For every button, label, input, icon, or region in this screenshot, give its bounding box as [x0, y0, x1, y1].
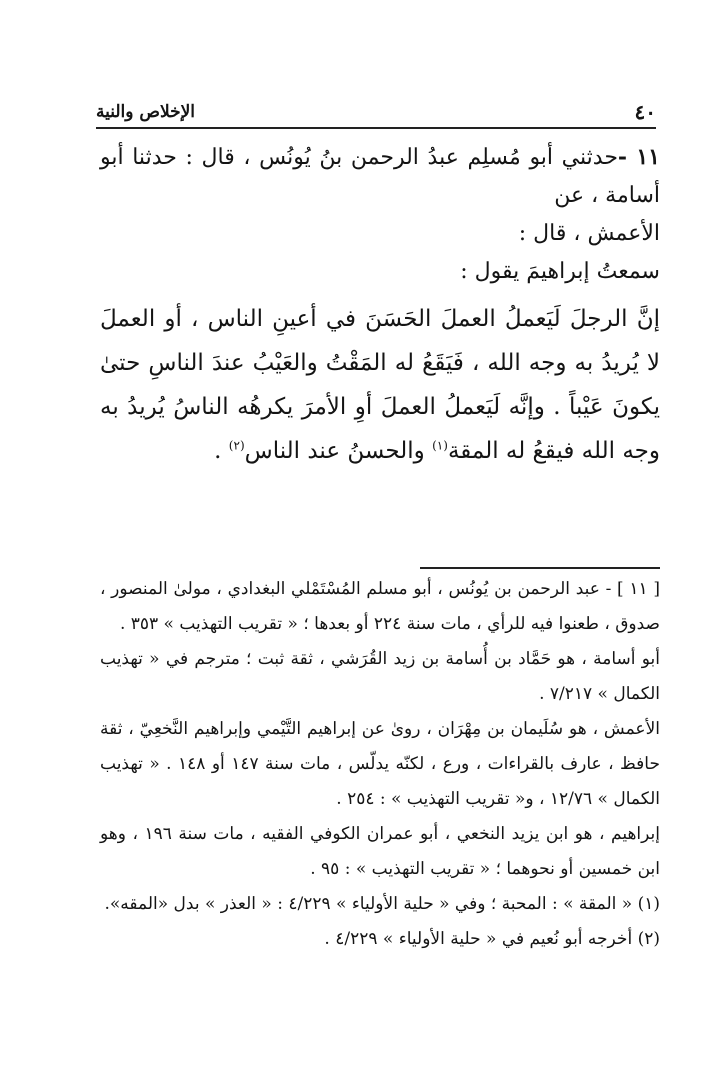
- footnote-2: (٢) أخرجه أبو نُعيم في « حلية الأولياء » ٤/٢٢٩ .: [324, 929, 660, 949]
- hadith-quote: [100, 297, 660, 473]
- footnote-reference: (١): [432, 438, 448, 453]
- footnote-entry: أبو أسامة ، هو حَمَّاد بن أُسامة بن زيد القُرَشي ، ثقة ثبت ؛ مترجم في « تهذيب الكمال » ٧/٢١٧ .: [100, 649, 660, 704]
- running-title: الإخلاص والنية: [96, 102, 196, 122]
- footnote-reference: (٢): [228, 438, 245, 453]
- footnotes: [100, 572, 660, 957]
- isnad-text: حدثني أبو مُسلِم عبدُ الرحمن بنُ يُونُس ، قال : حدثنا أبو أسامة ، عن: [100, 145, 660, 208]
- footnote-rule: [420, 567, 660, 569]
- quote-text: إنَّ الرجلَ لَيَعملُ العملَ الحَسَنَ في أعينِ الناس ، أو العملَ لا يُريدُ به وجه الله ، فَيَقَعُ له المَقْتُ والعَيْبُ عندَ الناسِ حتىٰ يكونَ عَيْباً . وإنَّه لَيَعملُ العملَ أوِ الأمرَ يكرهُه الناسُ يُريدُ به وجه الله فيقعُ له المقة: [100, 306, 660, 464]
- main-text: [100, 138, 660, 473]
- quote-end: .: [214, 438, 229, 464]
- header-rule: [96, 127, 656, 129]
- page-number: ٤٠: [634, 100, 656, 124]
- footnote-1: (١) « المقة » : المحبة ؛ وفي « حلية الأولياء » ٤/٢٢٩ : « العذر » بدل «المقه».: [104, 894, 660, 914]
- hadith-number: ١١ -: [617, 144, 660, 170]
- quote-text: والحسنُ عند الناس: [244, 438, 433, 464]
- footnote-entry: [ ١١ ] - عبد الرحمن بن يُونُس ، أبو مسلم المُسْتَمْلي البغدادي ، مولىٰ المنصور ، صدوق ، طعنوا فيه للرأي ، مات سنة ٢٢٤ أو بعدها ؛ « تقريب التهذيب » ٣٥٣ .: [100, 579, 660, 634]
- takhrij-label: [ ١١ ] -: [605, 579, 660, 599]
- isnad-line: سمعتُ إبراهيمَ يقول :: [460, 259, 660, 284]
- isnad-line: الأعمش ، قال :: [518, 221, 660, 246]
- footnote-entry: الأعمش ، هو سُلَيمان بن مِهْرَان ، روىٰ عن إبراهيم التَّيْمي وإبراهيم النَّخعِيّ ، ثقة حافظ ، عارف بالقراءات ، ورع ، لكنّه يدلّس ، مات سنة ١٤٧ أو ١٤٨ . « تهذيب الكمال » ١٢/٧٦ ، و« تقريب التهذيب » : ٢٥٤ .: [100, 719, 660, 809]
- page-header: [96, 100, 656, 124]
- isnad-line: [100, 138, 660, 215]
- footnote-entry: إبراهيم ، هو ابن يزيد النخعي ، أبو عمران الكوفي الفقيه ، مات سنة ١٩٦ ، وهو ابن خمسين أو نحوهما ؛ « تقريب التهذيب » : ٩٥ .: [100, 824, 660, 879]
